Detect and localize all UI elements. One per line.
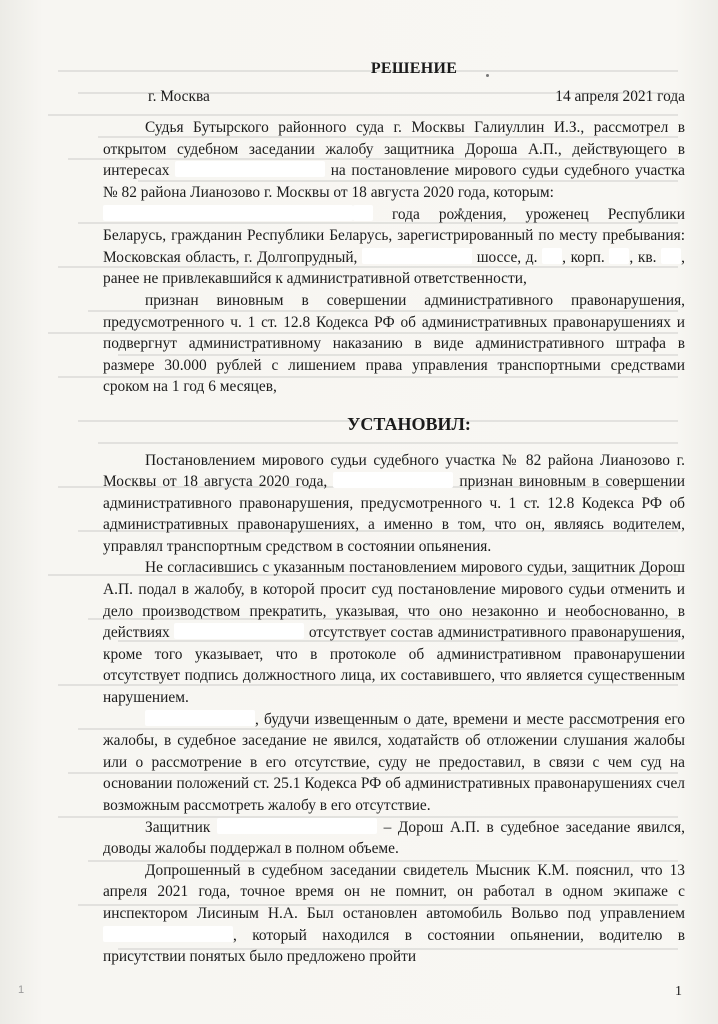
corner-mark: 1 (18, 984, 25, 996)
p2-text-a: Не согласившись с указанным постановлением мирового судьи, защитник Дорош А.П. подал в жалобу, в которой просит суд постановление мирового судьи отменить и дело производством прекратить, указывая, что оно незаконно и необоснованно, в действиях (103, 559, 685, 642)
verdict-text: признан виновным в совершении административного правонарушения, предусмотренного ч. 1 ст. 12.8 Кодекса РФ об административных правонарушениях и подвергнут административному наказанию в виде административного штрафа в размере 30.000 рублей с лишением права управления транспортными средствами сроком на 1 год 6 месяцев, (103, 291, 685, 396)
paragraph-5 (103, 860, 685, 968)
p5-text-a: Допрошенный в судебном заседании свидетель Мысник К.М. пояснил, что 13 апреля 2021 года, точное время он не помнит, он работал в одном экипаже с инспектором Лисиным Н.А. Был остановлен автомобиль Вольво под управлением (103, 861, 685, 922)
intro-paragraph (103, 117, 685, 203)
document-body (103, 58, 685, 968)
redacted-apartment (661, 248, 681, 264)
paragraph-1 (103, 450, 685, 558)
redacted-name (145, 710, 255, 726)
defendant-text-2: шоссе, д. (476, 248, 538, 266)
intro-text-2: на постановление мирового судьи судебного участка № 82 района Лианозово г. Москвы от 18 августа 2020 года, которым: (103, 162, 685, 201)
defendant-paragraph (103, 204, 685, 290)
section-heading: УСТАНОВИЛ: (347, 413, 471, 434)
intro-text-1: Судья Бутырского районного суда г. Москвы Галиуллин И.З., рассмотрел в открытом судебном заседании жалобу защитника Дороша А.П., действующего в интересах (103, 119, 685, 180)
p4-text-a: Защитник (145, 818, 211, 836)
date: 14 апреля 2021 года (555, 87, 685, 105)
page-number: 1 (675, 984, 682, 999)
redacted-name (103, 926, 233, 942)
redacted-name (174, 623, 304, 639)
redacted-name (175, 161, 325, 177)
defendant-text-4: , кв. (629, 248, 657, 266)
dateline (103, 86, 685, 108)
redacted-name (217, 818, 377, 834)
defendant-text-1: года рождения, уроженец Республики Беларусь, гражданин Республики Беларусь, зарегистрированный по месту пребывания: Московская область, г. Долгопрудный, (103, 205, 685, 266)
redacted-house (542, 248, 562, 264)
paragraph-3 (103, 709, 685, 817)
p1-text-a: Постановлением мирового судьи судебного участка № 82 района Лианозово г. Москвы от 18 августа 2020 года, (103, 451, 685, 491)
paragraph-4 (103, 817, 685, 860)
redacted-name (353, 205, 373, 221)
redacted-name (333, 472, 453, 488)
p1-text-b: признан виновным в совершении административного правонарушения, предусмотренного ч. 1 ст. 12.8 Кодекса РФ об административных правонарушениях, а именно в том, что он, являясь водителем, управлял транспортным средством в состоянии опьянения. (103, 473, 685, 555)
p5-text-b: , который находился в состоянии опьянении, водителю в присутствии понятых было предложено пройти (103, 926, 685, 966)
p2-text-b: отсутствует состав административного правонарушения, кроме того указывает, что в протоколе об административном правонарушении отсутствует подпись должностного лица, их составившего, что является существенным нарушением. (103, 624, 685, 707)
redacted-building (609, 248, 629, 264)
p3-text: , будучи извещенным о дате, времени и месте рассмотрения его жалобы, в судебное заседание не явился, ходатайств об отложении слушания жалобы или о рассмотрение в его отсутствие, суду не предоставил, в связи с чем суд на основании положений ст. 25.1 Кодекса РФ об административных правонарушениях счел возможным рассмотреть жалобу в его отсутствие. (103, 710, 685, 814)
redacted-address (362, 248, 472, 264)
defendant-text-3: , корп. (562, 248, 605, 266)
document-title: РЕШЕНИЕ (370, 60, 458, 77)
p4-text-b: – Дорош А.П. в судебное заседание явился, доводы жалобы поддержал в полном объеме. (103, 818, 685, 858)
defendant-text-5: , ранее не привлекавшийся к административной ответственности, (103, 248, 685, 288)
verdict-paragraph (103, 290, 685, 398)
redacted-name (103, 205, 353, 221)
city: г. Москва (148, 87, 210, 105)
paragraph-2 (103, 557, 685, 708)
